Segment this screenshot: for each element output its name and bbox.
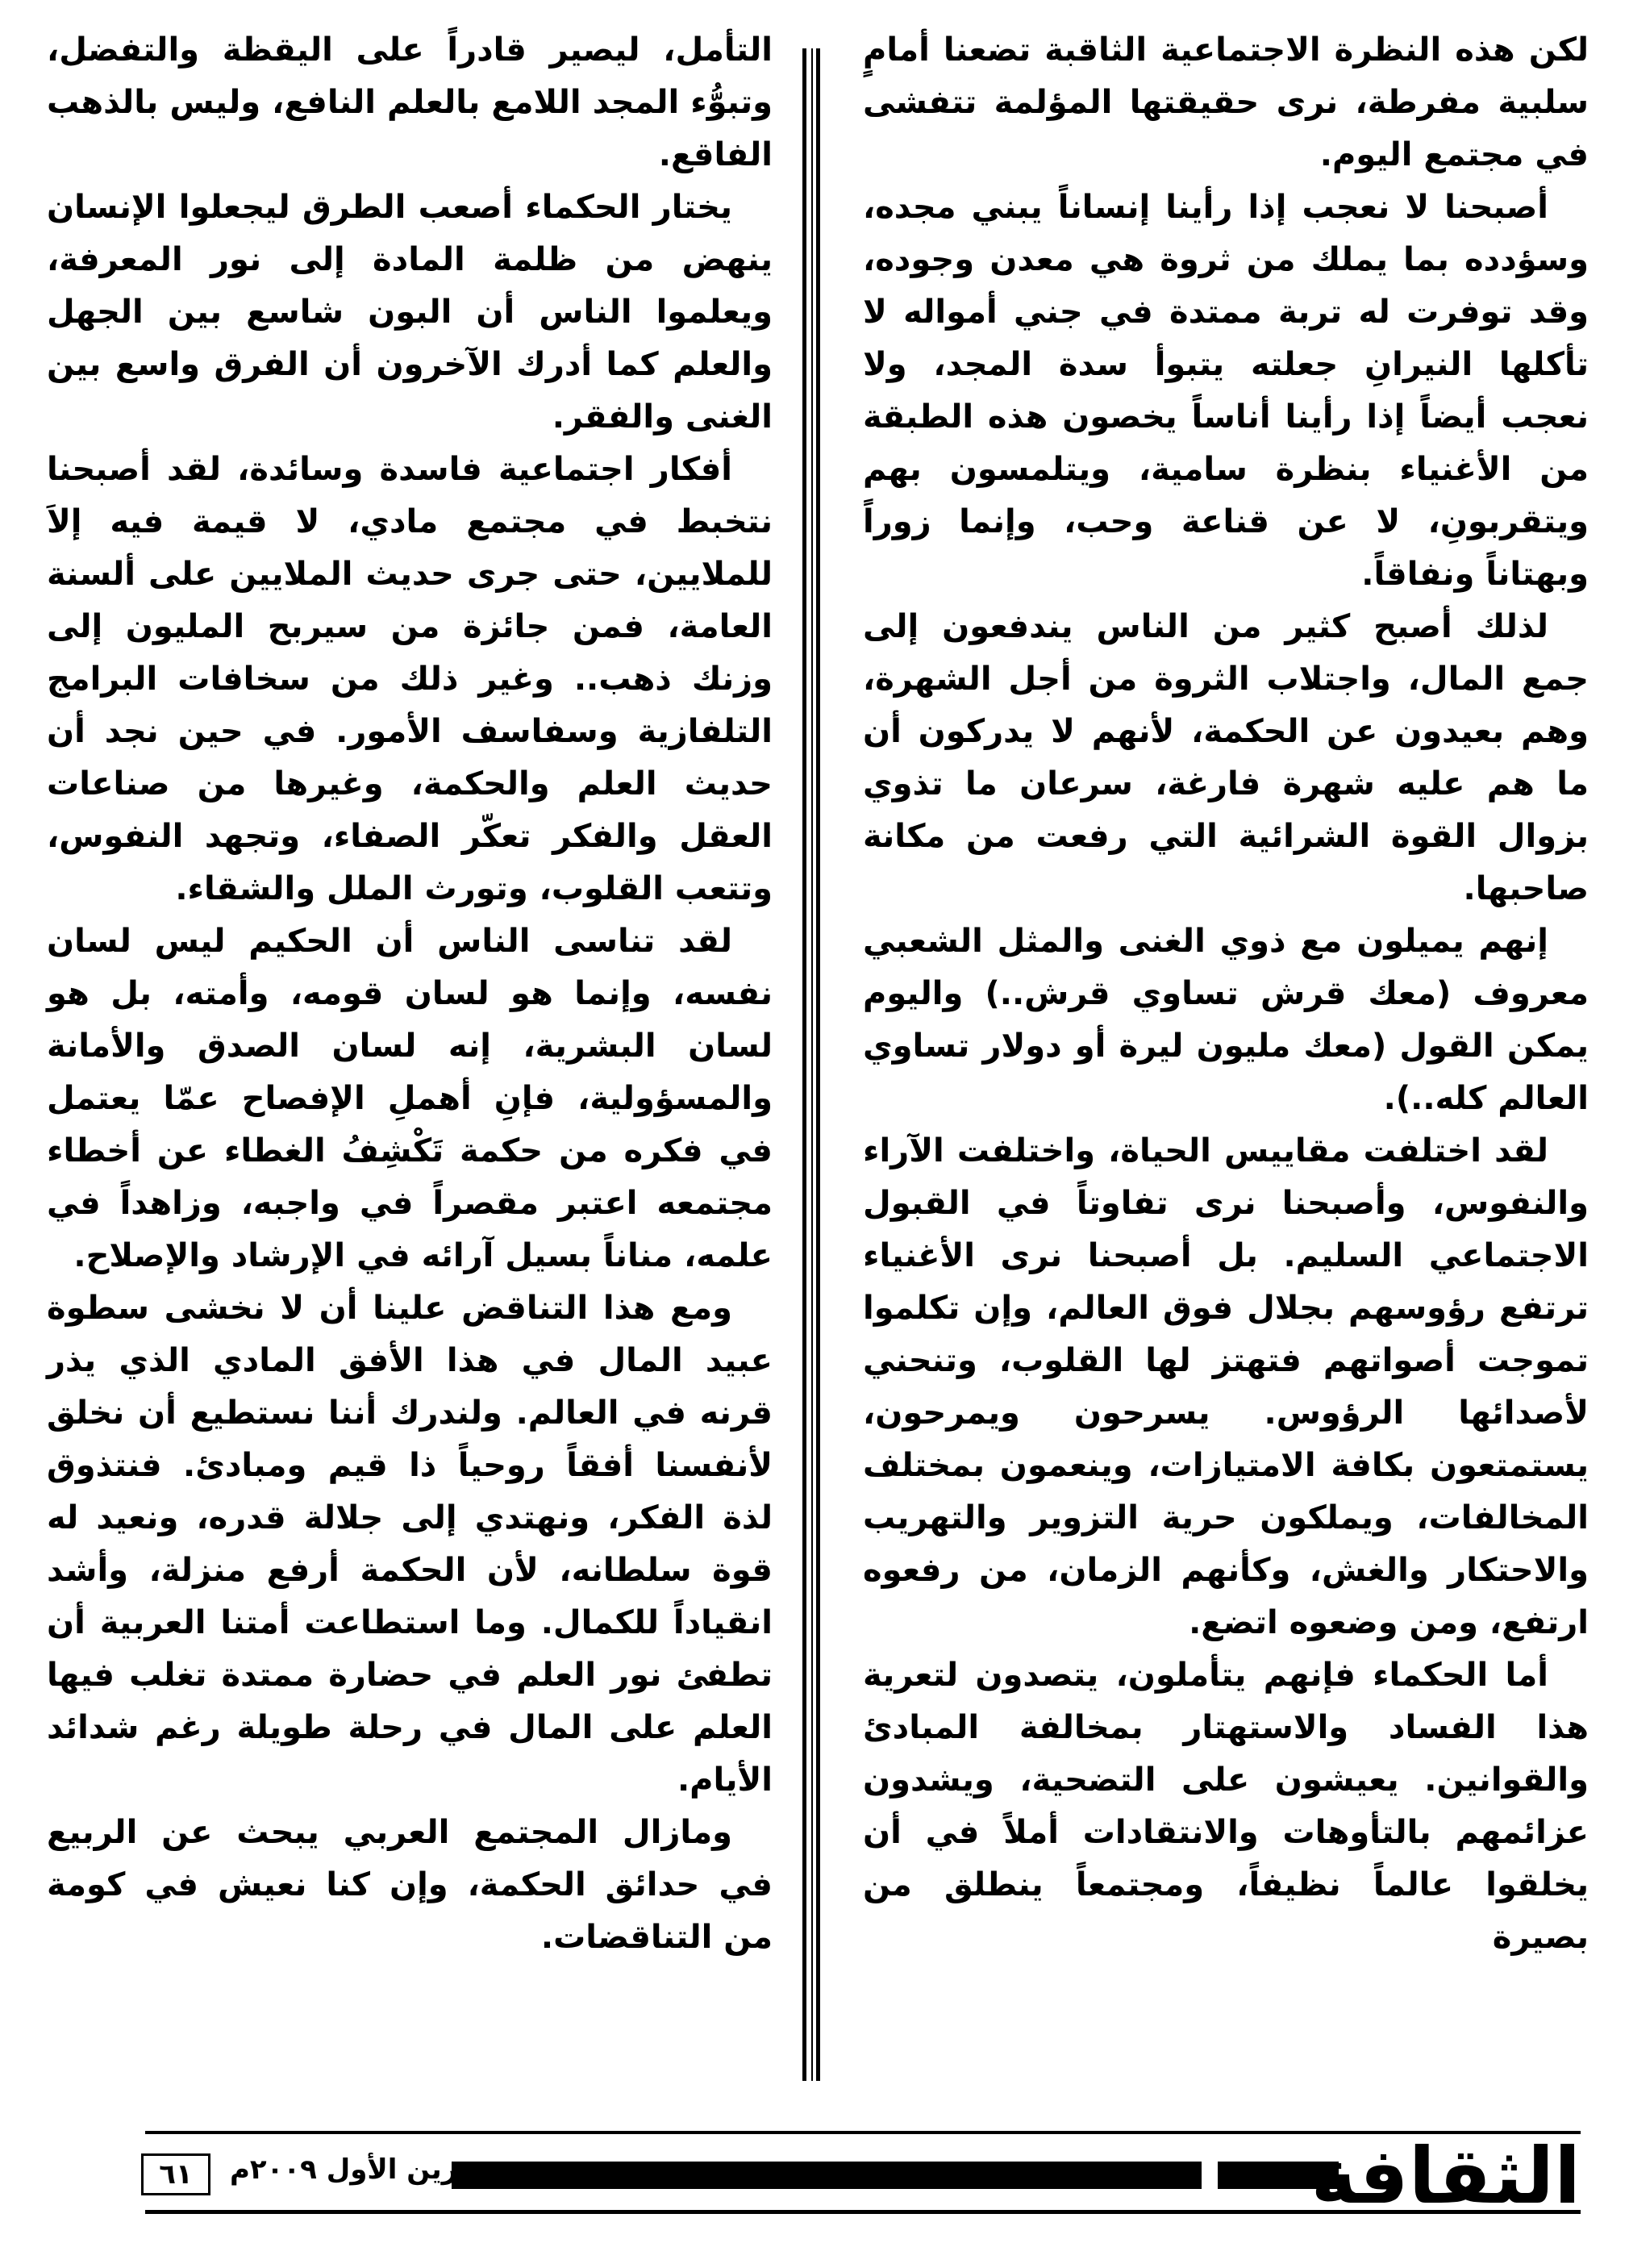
left-column <box>47 24 773 2089</box>
paragraph: أصبحنا لا نعجب إذا رأينا إنساناً يبني مجده، وسؤدده بما يملك من ثروة هي معدن وجوده، وقد توفرت له تربة ممتدة في جني أمواله لا تأكلها النيرانِ جعلته يتبوأ سدة المجد، ولا نعجب أيضاً إذا رأينا أناساً يخصون هذه الطبقة من الأغنياء بنظرة سامية، ويتلمسون بهم ويتقربونِ، لا عن قناعة وحب، وإنما زوراً وبهتاناً ونفاقاً. <box>863 189 1589 593</box>
footer-rule <box>145 2210 1581 2214</box>
paragraph: لقد اختلفت مقاييس الحياة، واختلفت الآراء والنفوس، وأصبحنا نرى تفاوتاً في القبول الاجتماعي السليم. بل أصبحنا نرى الأغنياء ترتفع رؤوسهم بجلال فوق العالم، وإن تكلموا تموجت أصواتهم فتهتز لها القلوب، وتنحني لأصدائها الرؤوس. يسرحون ويمرحون، يستمتعون بكافة الامتيازات، وينعمون بمختلف المخالفات، ويملكون حرية التزوير والتهريب والاحتكار والغش، وكأنهم الزمان، من رفعوه ارتفع، ومن وضعوه اتضع. <box>863 1132 1589 1641</box>
paragraph: ومازال المجتمع العربي يبحث عن الربيع في حدائق الحكمة، وإن كنا نعيش في كومة من التناقضات. <box>47 1814 773 1956</box>
issue-date: تشرين الأول ٢٠٠٩م <box>230 2153 498 2186</box>
paragraph: التأمل، ليصير قادراً على اليقظة والتفضل، وتبوُّء المجد اللامع بالعلم النافع، وليس بالذهب الفاقع. <box>47 31 773 173</box>
paragraph: إنهم يميلون مع ذوي الغنى والمثل الشعبي معروف (معك قرش تساوي قرش..) واليوم يمكن القول (معك مليون ليرة أو دولار تساوي العالم كله..). <box>863 923 1589 1117</box>
paragraph: لذلك أصبح كثير من الناس يندفعون إلى جمع المال، واجتلاب الثروة من أجل الشهرة، وهم بعيدون عن الحكمة، لأنهم لا يدركون أن ما هم عليه شهرة فارغة، سرعان ما تذوي بزوال القوة الشرائية التي رفعت من مكانة صاحبها. <box>863 608 1589 907</box>
paragraph: لقد تناسى الناس أن الحكيم ليس لسان نفسه، وإنما هو لسان قومه، وأمته، بل هو لسان البشرية، إنه لسان الصدق والأمانة والمسؤولية، فإنِ أهملِ الإفصاح عمّا يعتمل في فكره من حكمة تَكْشِفُ الغطاء عن أخطاء مجتمعه اعتبر مقصراً في واجبه، وزاهداً في علمه، مناناً بسيل آرائه في الإرشاد والإصلاح. <box>47 923 773 1274</box>
page-footer <box>0 2121 1629 2242</box>
magazine-logo: الثقافة <box>1310 2131 1581 2221</box>
paragraph: يختار الحكماء أصعب الطرق ليجعلوا الإنسان ينهض من ظلمة المادة إلى نور المعرفة، ويعلموا الناس أن البون شاسع بين الجهل والعلم كما أدرك الآخرون أن الفرق واسع بين الغنى والفقر. <box>47 189 773 436</box>
footer-bar <box>452 2162 1202 2189</box>
page-number: ٦١ <box>141 2153 210 2195</box>
paragraph: أما الحكماء فإنهم يتأملون، يتصدون لتعرية هذا الفساد والاستهتار بمخالفة المبادئ والقوانين. يعيشون على التضحية، ويشدون عزائمهم بالتأوهات والانتقادات أملاً في أن يخلقوا عالماً نظيفاً، ومجتمعاً ينطلق من بصيرة <box>863 1657 1589 1956</box>
right-column <box>863 24 1589 2089</box>
paragraph: لكن هذه النظرة الاجتماعية الثاقبة تضعنا أمامٍ سلبية مفرطة، نرى حقيقتها المؤلمة تتفشى في مجتمع اليوم. <box>863 31 1589 173</box>
paragraph: أفكار اجتماعية فاسدة وسائدة، لقد أصبحنا نتخبط في مجتمع مادي، لا قيمة فيه إلاَ للملايين، حتى جرى حديث الملايين على ألسنة العامة، فمن جائزة من سيربح المليون إلى وزنك ذهب.. وغير ذلك من سخافات البرامج التلفازية وسفاسف الأمور. في حين نجد أن حديث العلم والحكمة، وغيرها من صناعات العقل والفكر تعكّر الصفاء، وتجهد النفوس، وتتعب القلوب، وتورث الملل والشقاء. <box>47 451 773 907</box>
column-divider <box>802 48 820 2081</box>
paragraph: ومع هذا التناقض علينا أن لا نخشى سطوة عبيد المال في هذا الأفق المادي الذي يذر قرنه في العالم. ولندرك أننا نستطيع أن نخلق لأنفسنا أفقاً روحياً ذا قيم ومبادئ. فنتذوق لذة الفكر، ونهتدي إلى جلالة قدره، ونعيد له قوة سلطانه، لأن الحكمة أرفع منزلة، وأشد انقياداً للكمال. وما استطاعت أمتنا العربية أن تطفئ نور العلم في حضارة ممتدة تغلب فيها العلم على المال في رحلة طويلة رغم شدائد الأيام. <box>47 1290 773 1799</box>
